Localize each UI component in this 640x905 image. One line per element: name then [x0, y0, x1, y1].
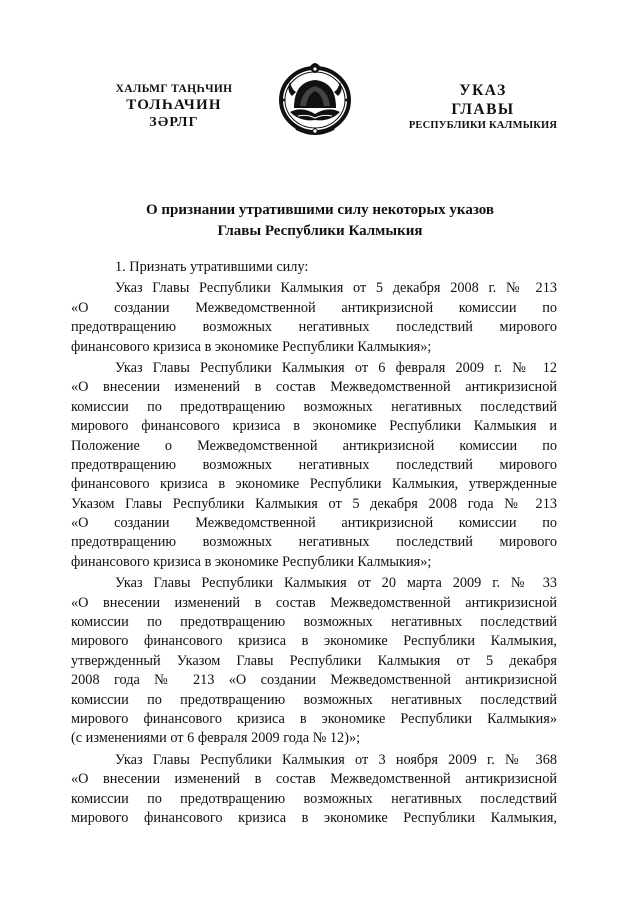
text-line: Указ Главы Республики Калмыкия от 20 марта 2009 г. № 33 [115, 575, 557, 592]
text-line: Указом Главы Республики Калмыкия от 5 декабря 2008 года № 213 [71, 495, 557, 512]
paragraph [71, 279, 557, 357]
header-left-line-3: ЗӘРЛГ [149, 115, 199, 131]
paragraph [71, 574, 557, 749]
text-line: 1. Признать утратившими силу: [115, 259, 309, 275]
document-title [80, 200, 560, 242]
text-line: Положение о Межведомственной антикризисной комиссии по [71, 437, 557, 454]
text-line: «О создании Межведомственной антикризисной комиссии по [71, 515, 557, 532]
text-line: финансового кризиса в экономике Республики Калмыкия, утвержденные [71, 476, 557, 493]
header-right-russian [393, 82, 573, 133]
paragraph [71, 359, 557, 572]
text-line: «О внесении изменений в состав Межведомственной антикризисной [71, 771, 557, 788]
text-line: «О создании Межведомственной антикризисной комиссии по [71, 299, 557, 316]
text-line: комиссии по предотвращению возможных негативных последствий [71, 790, 557, 807]
header-left-kalmyk [96, 82, 252, 131]
text-line: утвержденный Указом Главы Республики Калмыкия от 5 декабря [71, 652, 557, 669]
document-body [71, 258, 557, 828]
text-line: (с изменениями от 6 февраля 2009 года № 12)»; [71, 730, 361, 747]
text-line: комиссии по предотвращению возможных негативных последствий [71, 398, 557, 415]
header-right-line-3: РЕСПУБЛИКИ КАЛМЫКИЯ [408, 119, 558, 131]
text-line: предотвращению возможных негативных последствий мирового [71, 319, 557, 336]
text-line: комиссии по предотвращению возможных негативных последствий [71, 691, 557, 708]
text-line: Указ Главы Республики Калмыкия от 5 декабря 2008 г. № 213 [115, 280, 557, 297]
text-line: предотвращению возможных негативных последствий мирового [71, 534, 557, 551]
paragraph [71, 751, 557, 829]
header-left-line-2: ТОЛҺАЧИН [126, 97, 222, 114]
coat-of-arms-icon [272, 56, 358, 140]
text-line: мирового финансового кризиса в экономике Республики Калмыкия, [71, 633, 557, 650]
title-line-2: Главы Республики Калмыкия [217, 223, 423, 239]
text-line: финансового кризиса в экономике Республики Калмыкия»; [71, 338, 432, 355]
header-left-line-1: ХАЛЬМГ ТАҢҺЧИН [115, 83, 233, 95]
text-line: предотвращению возможных негативных последствий мирового [71, 456, 557, 473]
text-line: финансового кризиса в экономике Республики Калмыкия»; [71, 553, 432, 570]
title-line-1: О признании утратившими силу некоторых указов [146, 202, 494, 218]
text-line: мирового финансового кризиса в экономике Республики Калмыкия» [71, 710, 557, 727]
paragraph [71, 258, 557, 277]
text-line: Указ Главы Республики Калмыкия от 6 февраля 2009 г. № 12 [115, 359, 557, 376]
text-line: мирового финансового кризиса в экономике Республики Калмыкия и [71, 418, 557, 435]
header-right-line-1: УКАЗ [459, 82, 507, 99]
text-line: мирового финансового кризиса в экономике Республики Калмыкия, [71, 809, 557, 826]
text-line: «О внесении изменений в состав Межведомственной антикризисной [71, 379, 557, 396]
text-line: Указ Главы Республики Калмыкия от 3 ноября 2009 г. № 368 [115, 751, 557, 768]
text-line: комиссии по предотвращению возможных негативных последствий [71, 614, 557, 631]
text-line: 2008 года № 213 «О создании Межведомственной антикризисной [71, 672, 557, 689]
header-right-line-2: ГЛАВЫ [451, 100, 515, 118]
text-line: «О внесении изменений в состав Межведомственной антикризисной [71, 594, 557, 611]
